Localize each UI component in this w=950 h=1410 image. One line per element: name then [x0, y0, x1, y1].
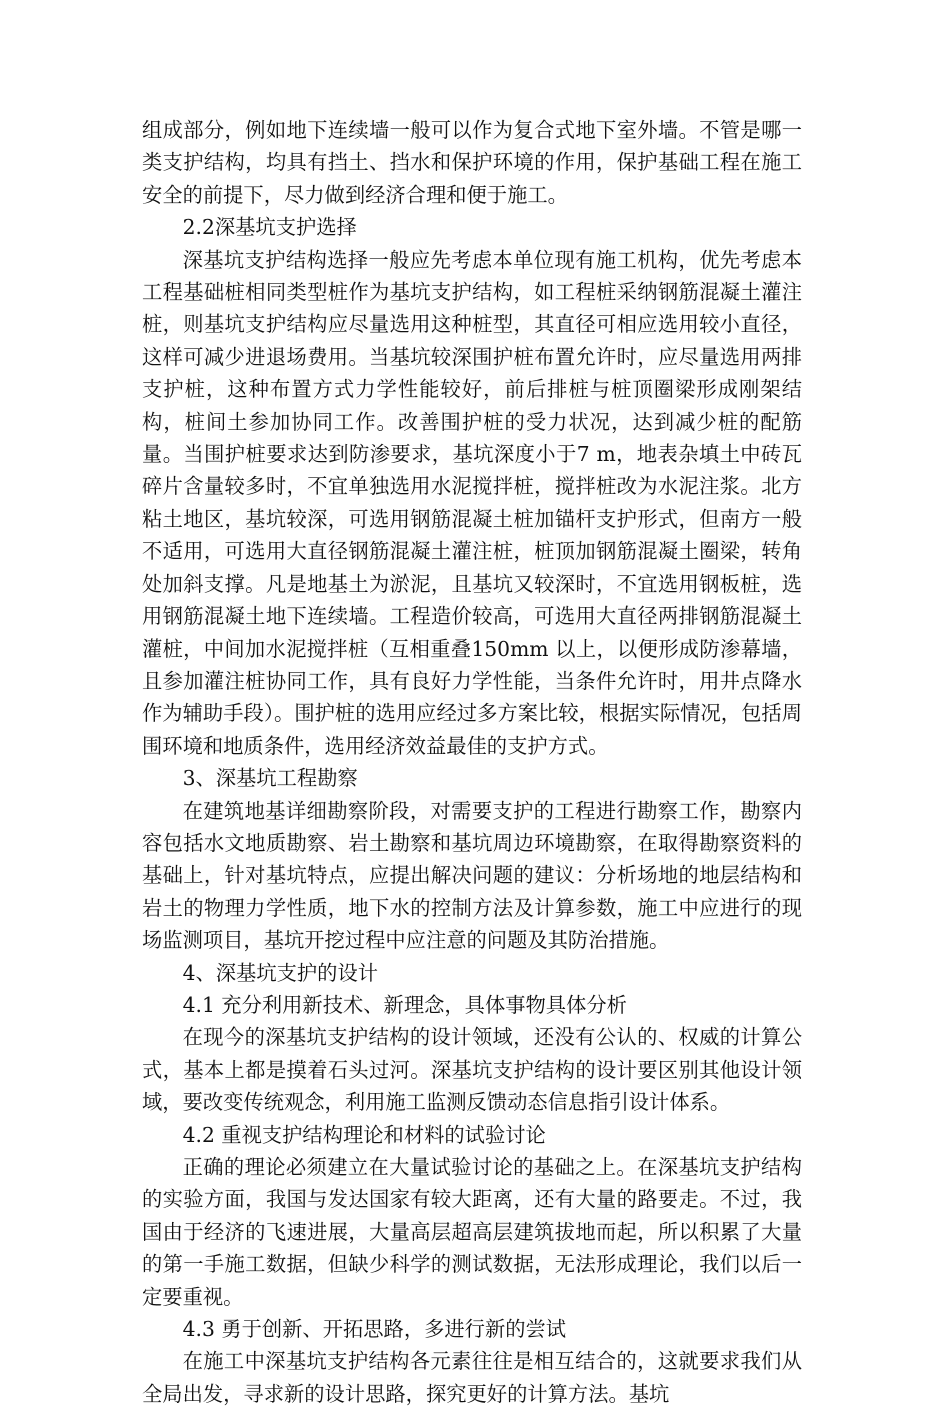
body-paragraph: 在建筑地基详细勘察阶段，对需要支护的工程进行勘察工作，勘察内容包括水文地质勘察、岩土勘察和基坑周边环境勘察，在取得勘察资料的基础上，针对基坑特点，应提出解决问题的建议：分析场地的地层结构和岩土的物理力学性质，地下水的控制方法及计算参数，施工中应进行的现场监测项目，基坑开挖过程中应注意的问题及其防治措施。: [142, 798, 802, 953]
subsection-heading: 4.2 重视支护结构理论和材料的试验讨论: [182, 1122, 546, 1147]
section-heading: 3、深基坑工程勘察: [182, 766, 358, 791]
section-heading: 2.2深基坑支护选择: [182, 215, 357, 240]
body-paragraph: 深基坑支护结构选择一般应先考虑本单位现有施工机构，优先考虑本工程基础桩相同类型桩作为基坑支护结构，如工程桩采纳钢筋混凝土灌注桩，则基坑支护结构应尽量选用这种桩型，其直径可相应选用较小直径，这样可减少进退场费用。当基坑较深围护桩布置允许时，应尽量选用两排支护桩，这种布置方式力学性能较好，前后排桩与桩顶圈梁形成刚架结构，桩间土参加协同工作。改善围护桩的受力状况，达到减少桩的配筋量。当围护桩要求达到防渗要求，基坑深度小于7 m，地表杂填土中砖瓦碎片含量较多时，不宜单独选用水泥搅拌桩，搅拌桩改为水泥注浆。北方粘土地区，基坑较深，可选用钢筋混凝土桩加锚杆支护形式，但南方一般不适用，可选用大直径钢筋混凝土灌注桩，桩顶加钢筋混凝土圈梁，转角处加斜支撑。凡是地基土为淤泥，且基坑又较深时，不宜选用钢板桩，选用钢筋混凝土地下连续墙。工程造价较高，可选用大直径两排钢筋混凝土灌桩，中间加水泥搅拌桩（互相重叠150mm 以上，以便形成防渗幕墙，且参加灌注桩协同工作，具有良好力学性能，当条件允许时，用井点降水作为辅助手段）。围护桩的选用应经过多方案比较，根据实际情况，包括周围环境和地质条件，选用经济效益最佳的支护方式。: [142, 247, 802, 758]
document-page: [142, 114, 802, 1410]
body-paragraph: 在现今的深基坑支护结构的设计领域，还没有公认的、权威的计算公式，基本上都是摸着石头过河。深基坑支护结构的设计要区别其他设计领域，要改变传统观念，利用施工监测反馈动态信息指引设计体系。: [142, 1025, 802, 1115]
subsection-heading: 4.3 勇于创新、开拓思路，多进行新的尝试: [182, 1317, 567, 1342]
body-paragraph: 组成部分，例如地下连续墙一般可以作为复合式地下室外墙。不管是哪一类支护结构，均具有挡土、挡水和保护环境的作用，保护基础工程在施工安全的前提下，尽力做到经济合理和便于施工。: [142, 118, 802, 207]
subsection-heading: 4.1 充分利用新技术、新理念，具体事物具体分析: [182, 992, 627, 1017]
section-heading: 4、深基坑支护的设计: [182, 960, 379, 985]
body-paragraph: 在施工中深基坑支护结构各元素往往是相互结合的，这就要求我们从全局出发，寻求新的设计思路，探究更好的计算方法。基坑: [142, 1349, 802, 1406]
body-paragraph: 正确的理论必须建立在大量试验讨论的基础之上。在深基坑支护结构的实验方面，我国与发达国家有较大距离，还有大量的路要走。不过，我国由于经济的飞速进展，大量高层超高层建筑拔地而起，所以积累了大量的第一手施工数据，但缺少科学的测试数据，无法形成理论，我们以后一定要重视。: [142, 1155, 802, 1309]
